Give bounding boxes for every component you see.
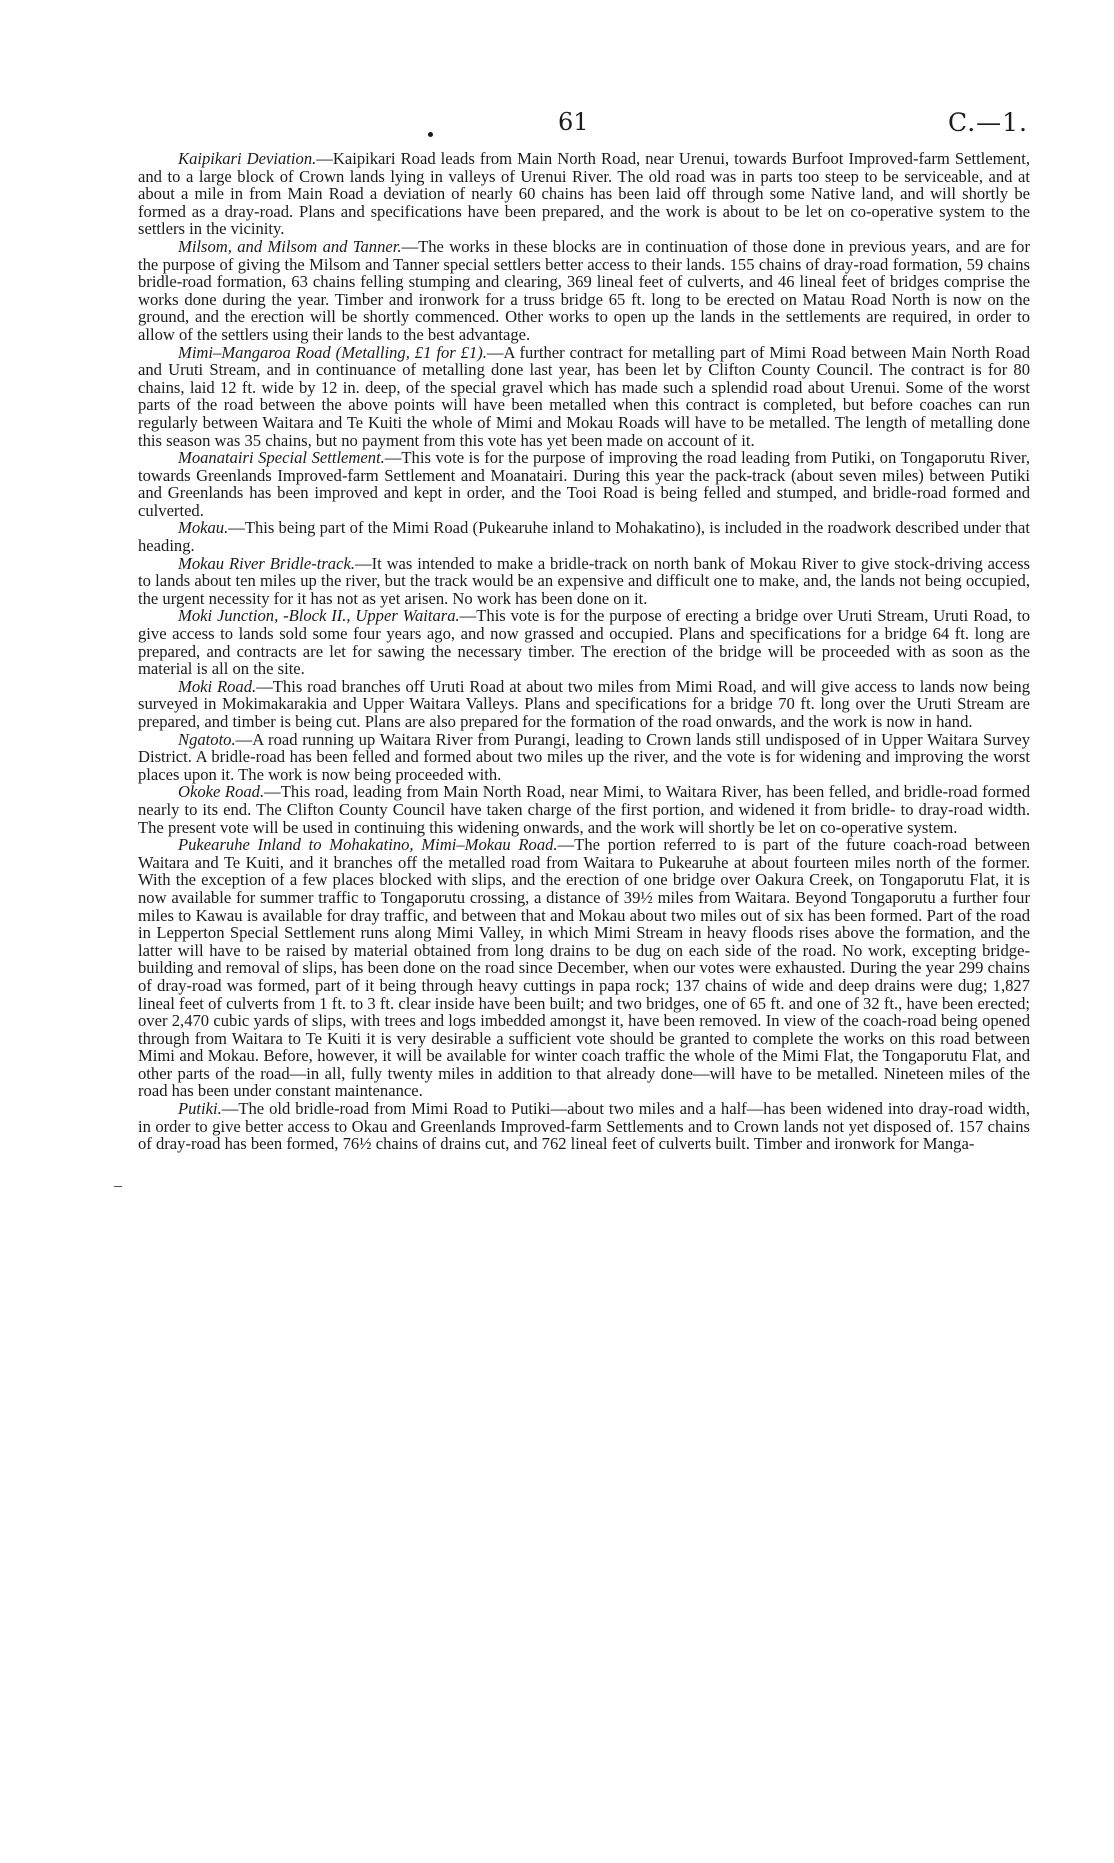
paragraph-text: —This vote is for the purpose of erecting a bridge over Uruti Stream, Uruti Road, to give access to lands sold some four years ago, and now grassed and occupied. Plans and specifications for a bridge 64 ft. long are prepared, and contracts are let for sawing the necessary timber. The erection of the bridge will be proceeded with as soon as the material is all on the site. bbox=[138, 606, 1030, 679]
paragraph-text: —It was intended to make a bridle-track on north bank of Mokau River to give stock-driving access to lands about ten miles up the river, but the track would be an expensive and difficult one to make, and, the lands not being occupied, the urgent necessity for it has not as yet arisen. No work has been done on it. bbox=[138, 553, 1030, 608]
printer-dot bbox=[428, 132, 433, 137]
paragraph-text: —This road branches off Uruti Road at about two miles from Mimi Road, and will give access to lands now being surveyed in Mokimakarakia and Upper Waitara Valleys. Plans and specifications for a bridge 70 ft. long over the Uruti Stream are prepared, and timber is being cut. Plans are also prepared for the formation of the road onwards, and the work is now in hand. bbox=[138, 676, 1031, 731]
paragraph-text: —A further contract for metalling part of Mimi Road between Main North Road and Uruti Stream, and in continuance of metalling done last year, has been let by Clifton County Council. The contract is for 80 chains, laid 12 ft. wide by 12 in. deep, of the special gravel which has made such a splendid road about Urenui. Some of the worst parts of the road between the above points will have been metalled when this contract is completed, but before coaches can run regularly between Waitara and Te Kuiti the whole of Mimi and Mokau Roads will have to be metalled. The length of metalling done this season was 35 chains, but no payment from this vote has yet been made on account of it. bbox=[138, 342, 1030, 450]
paragraph bbox=[138, 449, 1030, 519]
paragraph-heading: Mokau. bbox=[178, 518, 229, 538]
paragraph-heading: Mokau River Bridle-track. bbox=[178, 553, 355, 573]
page-header bbox=[136, 108, 1028, 144]
paragraph-heading: Ngatoto. bbox=[178, 729, 236, 749]
paragraph-heading: Moanatairi Special Settlement. bbox=[178, 448, 385, 468]
paragraph bbox=[138, 607, 1030, 677]
paragraph-text: —A road running up Waitara River from Purangi, leading to Crown lands still undisposed of in Upper Waitara Survey District. A bridle-road has been felled and formed about two miles up the river, and the vote is for widening and improving the worst places upon it. The work is now being proceeded with. bbox=[138, 729, 1030, 784]
paragraph-text: —This vote is for the purpose of improving the road leading from Putiki, on Tongaporutu River, towards Greenlands Improved-farm Settlement and Moanatairi. During this year the pack-track (about seven miles) between Putiki and Greenlands has been improved and kept in order, and the Tooi Road is being felled and stumped, and bridle-road formed and culverted. bbox=[138, 448, 1030, 520]
paragraph-text: —This road, leading from Main North Road, near Mimi, to Waitara River, has been felled, and bridle-road formed nearly to its end. The Clifton County Council have taken charge of the first portion, and widened it from bridle- to dray-road width. The present vote will be used in continuing this widening onwards, and the work will shortly be let on co-operative system. bbox=[138, 782, 1030, 837]
paragraph bbox=[138, 731, 1030, 784]
paragraph-heading: Putiki. bbox=[178, 1099, 222, 1119]
paragraph bbox=[138, 150, 1030, 238]
paragraph bbox=[138, 519, 1030, 554]
document-reference: C.—1. bbox=[947, 108, 1028, 137]
paragraph-text: —The works in these blocks are in continuation of those done in previous years, and are for the purpose of giving the Milsom and Tanner special settlers better access to their lands. 155 chains of dray-road formation, 59 chains bridle-road formation, 63 chains felling stumping and clearing, 369 lineal feet of culverts, and 46 lineal feet of bridges comprise the works done during the year. Timber and ironwork for a truss bridge 65 ft. long to be erected on Matau Road North is now on the ground, and the erection will be shortly commenced. Other works to open up the lands in the settlements are required, in order to allow of the settlers using their lands to the best advantage. bbox=[138, 236, 1030, 344]
document-body bbox=[138, 150, 1030, 1153]
margin-mark bbox=[114, 1186, 122, 1187]
paragraph-heading: Milsom, and Milsom and Tanner. bbox=[178, 236, 402, 256]
paragraph bbox=[138, 555, 1030, 608]
paragraph-heading: Mimi–Mangaroa Road (Metalling, £1 for £1). bbox=[178, 342, 487, 362]
paragraph-text: —Kaipikari Road leads from Main North Road, near Urenui, towards Burfoot Improved-farm Settlement, and to a large block of Crown lands lying in valleys of Urenui River. The old road was in parts too steep to be serviceable, and at about a mile in from Main Road a deviation of nearly 60 chains has been laid off through some Native land, and will shortly be formed as a dray-road. Plans and specifications have been prepared, and the work is about to be let on co-operative system to the settlers in the vicinity. bbox=[138, 149, 1030, 239]
paragraph bbox=[138, 836, 1030, 1100]
paragraph-heading: Pukearuhe Inland to Mohakatino, Mimi–Mokau Road. bbox=[178, 835, 558, 855]
paragraph bbox=[138, 1100, 1030, 1153]
paragraph-text: —This being part of the Mimi Road (Pukearuhe inland to Mohakatino), is included in the roadwork described under that heading. bbox=[138, 518, 1030, 556]
paragraph-heading: Moki Road. bbox=[178, 676, 257, 696]
paragraph-heading: Moki Junction, -Block II., Upper Waitara. bbox=[178, 606, 460, 626]
paragraph bbox=[138, 344, 1030, 450]
paragraph-text: —The portion referred to is part of the future coach-road between Waitara and Te Kuiti, and it branches off the metalled road from Waitara to Pukearuhe at about fourteen miles north of the former. With the exception of a few places blocked with slips, and the erection of one bridge over Oakura Creek, on Tongaporutu Flat, it is now available for summer traffic to Tongaporutu crossing, a distance of 39½ miles from Waitara. Beyond Tongaporutu a further four miles to Kawau is available for dray traffic, and between that and Mokau about two miles out of six has been formed. Part of the road in Lepperton Special Settlement runs along Mimi Valley, in which Mimi Stream in heavy floods rises above the formation, and the latter will have to be raised by material obtained from long drains to be dug on each side of the road. No work, excepting bridge-building and removal of slips, has been done on the road since December, when our votes were exhausted. During the year 299 chains of dray-road was formed, part of it being through heavy cuttings in papa rock; 137 chains of wide and deep drains were dug; 1,827 lineal feet of culverts from 1 ft. to 3 ft. clear inside have been built; and two bridges, one of 65 ft. and one of 32 ft., have been erected; over 2,470 cubic yards of slips, with trees and logs imbedded amongst it, have been removed. In view of the coach-road being opened through from Waitara to Te Kuiti it is very desirable a sufficient vote should be granted to complete the works on this road between Mimi and Mokau. Before, however, it will be available for winter coach traffic the whole of the Mimi Flat, the Tongaporutu Flat, and other parts of the road—in all, fully twenty miles in addition to that already done—will have to be metalled. Nineteen miles of the road has been under constant maintenance. bbox=[138, 835, 1031, 1101]
paragraph bbox=[138, 678, 1030, 731]
paragraph-heading: Okoke Road. bbox=[178, 782, 265, 802]
paragraph-heading: Kaipikari Deviation. bbox=[178, 149, 317, 168]
page-number: 61 bbox=[558, 108, 589, 136]
paragraph bbox=[138, 783, 1030, 836]
paragraph bbox=[138, 238, 1030, 344]
paragraph-text: —The old bridle-road from Mimi Road to Putiki—about two miles and a half—has been widened into dray-road width, in order to give better access to Okau and Greenlands Improved-farm Settlements and to Crown lands not yet disposed of. 157 chains of dray-road has been formed, 76½ chains of drains cut, and 762 lineal feet of culverts built. Timber and ironwork for Manga- bbox=[138, 1099, 1030, 1154]
